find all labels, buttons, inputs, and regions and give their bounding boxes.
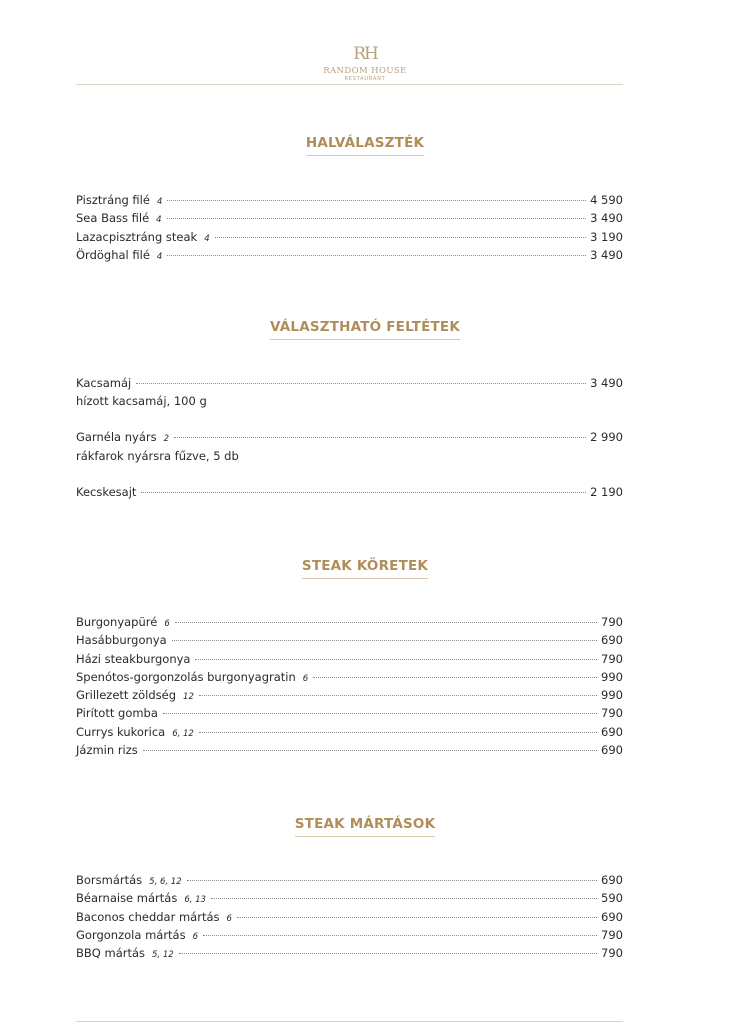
item-name: Currys kukorica (76, 724, 166, 739)
header-divider (76, 84, 623, 85)
sides-list (76, 613, 623, 759)
item-price: 590 (601, 891, 623, 906)
spacer (76, 410, 623, 428)
item-allergens: 4 (204, 233, 210, 244)
restaurant-logo (0, 44, 730, 83)
dot-leader (313, 676, 597, 678)
item-price: 790 (601, 946, 623, 961)
item-allergens: 5, 12 (152, 950, 174, 961)
item-allergens: 2 (163, 434, 170, 445)
item-name: Burgonyapüré (76, 615, 158, 629)
item-name: Kecskesajt (76, 484, 137, 499)
item-allergens: 12 (183, 692, 194, 703)
item-name: Garnéla nyárs (76, 430, 157, 445)
item-price: 690 (601, 909, 623, 924)
item-price: 3 490 (590, 247, 623, 262)
item-price: 790 (601, 706, 623, 721)
section-title-fish (0, 135, 730, 156)
item-name: Pisztráng filé (76, 193, 150, 207)
item-price: 990 (601, 669, 623, 684)
item-name: Baconos cheddar mártás (76, 909, 220, 924)
item-price: 690 (601, 633, 623, 648)
section-title-toppings-text: VÁLASZTHATÓ FELTÉTEK (270, 319, 460, 340)
item-price: 4 590 (590, 193, 623, 207)
menu-item (76, 650, 623, 668)
dot-leader (199, 731, 597, 733)
dot-leader (167, 254, 586, 256)
menu-item (76, 926, 623, 944)
item-name: Hasábburgonya (76, 633, 167, 648)
dot-leader (143, 749, 597, 751)
dot-leader (174, 436, 586, 438)
dot-leader (141, 491, 586, 493)
dot-leader (175, 621, 597, 623)
menu-item (76, 191, 623, 209)
item-name: Béarnaise mártás (76, 891, 178, 906)
menu-item (76, 889, 623, 907)
menu-item (76, 428, 623, 446)
item-name: BBQ mártás (76, 946, 146, 961)
item-name: Grillezett zöldség (76, 688, 177, 703)
menu-item (76, 246, 623, 264)
item-description: hízott kacsamáj, 100 g (76, 394, 207, 409)
menu-item (76, 704, 623, 722)
item-name: Ördöghal filé (76, 247, 150, 262)
section-title-sides-text: STEAK KÖRETEK (302, 558, 428, 579)
section-title-sides (0, 558, 730, 579)
fish-list (76, 191, 623, 264)
item-price: 3 490 (590, 376, 623, 390)
item-allergens: 6 (164, 619, 170, 629)
menu-item (76, 374, 623, 392)
item-name: Házi steakburgonya (76, 651, 191, 666)
item-name: Gorgonzola mártás (76, 927, 186, 942)
item-price: 990 (601, 688, 623, 703)
dot-leader (195, 658, 597, 660)
item-allergens: 6 (302, 673, 309, 684)
item-allergens: 6 (226, 913, 232, 924)
logo-name: RANDOM HOUSE (323, 66, 407, 76)
item-price: 2 190 (590, 484, 623, 499)
section-title-toppings (0, 319, 730, 340)
item-name: Pirított gomba (76, 706, 158, 721)
dot-leader (237, 916, 597, 918)
item-name: Spenótos-gorgonzolás burgonyagratin (76, 669, 296, 684)
item-name: Lazacpisztráng steak (76, 229, 198, 244)
dot-leader (163, 712, 597, 714)
dot-leader (167, 199, 586, 201)
menu-item (76, 871, 623, 889)
dot-leader (179, 952, 597, 954)
menu-item (76, 209, 623, 227)
item-allergens: 6, 12 (172, 728, 194, 739)
menu-item (76, 741, 623, 759)
item-name: Borsmártás (76, 873, 143, 887)
section-title-fish-text: HALVÁLASZTÉK (306, 135, 424, 156)
logo-subtitle: RESTAURANT (344, 76, 386, 82)
dot-leader (136, 382, 586, 384)
footer-divider (76, 1021, 623, 1022)
dot-leader (215, 236, 586, 238)
item-allergens: 4 (156, 197, 163, 207)
menu-item (76, 668, 623, 686)
item-price: 690 (601, 743, 623, 758)
menu-item (76, 686, 623, 704)
menu-item (76, 944, 623, 962)
section-title-sauces-text: STEAK MÁRTÁSOK (295, 816, 436, 837)
item-name: Sea Bass filé (76, 211, 150, 226)
item-price: 690 (601, 873, 623, 887)
dot-leader (199, 694, 597, 696)
item-name: Jázmin rizs (76, 743, 138, 758)
item-price: 2 990 (590, 430, 623, 445)
spacer (76, 465, 623, 483)
item-allergens: 4 (156, 251, 163, 262)
menu-item (76, 908, 623, 926)
item-description: rákfarok nyársra fűzve, 5 db (76, 448, 239, 463)
logo-monogram: RH (353, 44, 377, 64)
dot-leader (203, 934, 597, 936)
dot-leader (187, 879, 597, 881)
menu-item (76, 723, 623, 741)
item-price: 3 190 (590, 229, 623, 244)
menu-item (76, 228, 623, 246)
menu-item (76, 483, 623, 501)
sauces-list (76, 871, 623, 962)
item-price: 3 490 (590, 211, 623, 226)
dot-leader (172, 639, 597, 641)
dot-leader (167, 217, 586, 219)
item-allergens: 6, 13 (184, 895, 206, 906)
item-price: 790 (601, 651, 623, 666)
dot-leader (211, 897, 597, 899)
item-allergens: 6 (192, 931, 199, 942)
item-price: 790 (601, 927, 623, 942)
item-price: 690 (601, 724, 623, 739)
toppings-list (76, 374, 623, 501)
menu-item (76, 613, 623, 631)
item-price: 790 (601, 615, 623, 629)
section-title-sauces (0, 816, 730, 837)
item-name: Kacsamáj (76, 376, 132, 390)
item-allergens: 4 (156, 215, 162, 226)
menu-item (76, 631, 623, 649)
item-allergens: 5, 6, 12 (149, 877, 182, 887)
